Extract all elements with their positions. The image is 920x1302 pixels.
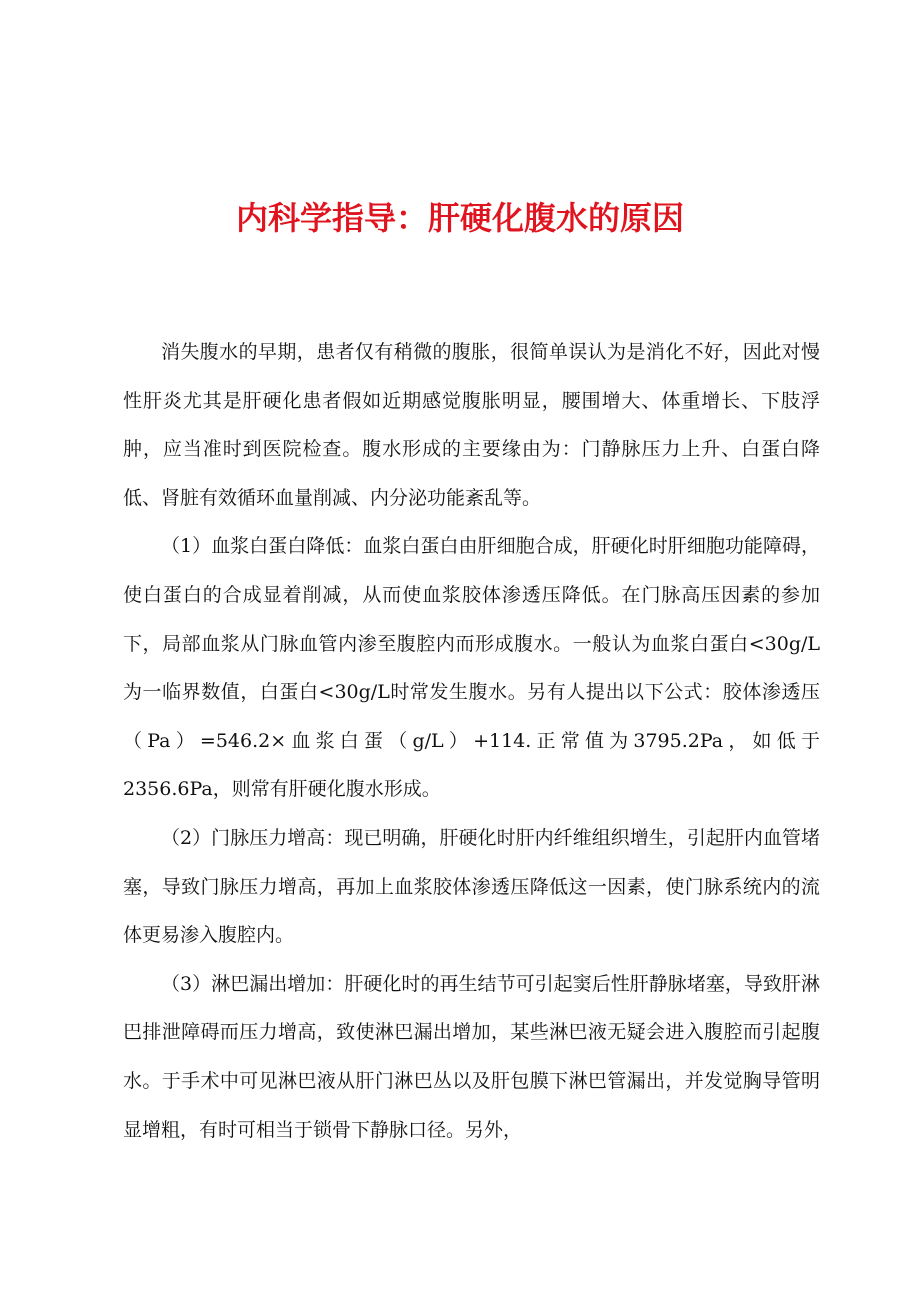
paragraph-albumin: （1）血浆白蛋白降低：血浆白蛋白由肝细胞合成，肝硬化时肝细胞功能障碍，使白蛋白的合成显着削减，从而使血浆胶体渗透压降低。在门脉高压因素的参加下，局部血浆从门脉血管内渗至腹腔内而形成腹水。一般认为血浆白蛋白<30g/L为一临界数值，白蛋白<30g/L时常发生腹水。另有人提出以下公式：胶体渗透压（Pa）=546.2×血浆白蛋（g/L）+114.正常值为3795.2Pa，如低于2356.6Pa，则常有肝硬化腹水形成。 [123,535,820,801]
paragraph-portal-pressure: （2）门脉压力增高：现已明确，肝硬化时肝内纤维组织增生，引起肝内血管堵塞，导致门脉压力增高，再加上血浆胶体渗透压降低这一因素，使门脉系统内的流体更易渗入腹腔内。 [123,826,820,947]
paragraph-lymph: （3）淋巴漏出增加：肝硬化时的再生结节可引起窦后性肝静脉堵塞，导致肝淋巴排泄障碍而压力增高，致使淋巴漏出增加，某些淋巴液无疑会进入腹腔而引起腹水。于手术中可见淋巴液从肝门淋巴丛以及肝包膜下淋巴管漏出，并发觉胸导管明显增粗，有时可相当于锁骨下静脉口径。另外， [123,972,820,1141]
document-body [123,328,820,1154]
document-title: 内科学指导：肝硬化腹水的原因 [235,199,684,237]
paragraph-intro: 消失腹水的早期，患者仅有稍微的腹胀，很简单误认为是消化不好，因此对慢性肝炎尤其是肝硬化患者假如近期感觉腹胀明显，腰围增大、体重增长、下肢浮肿，应当准时到医院检查。腹水形成的主要缘由为：门静脉压力上升、白蛋白降低、肾脏有效循环血量削减、内分泌功能紊乱等。 [123,341,820,509]
